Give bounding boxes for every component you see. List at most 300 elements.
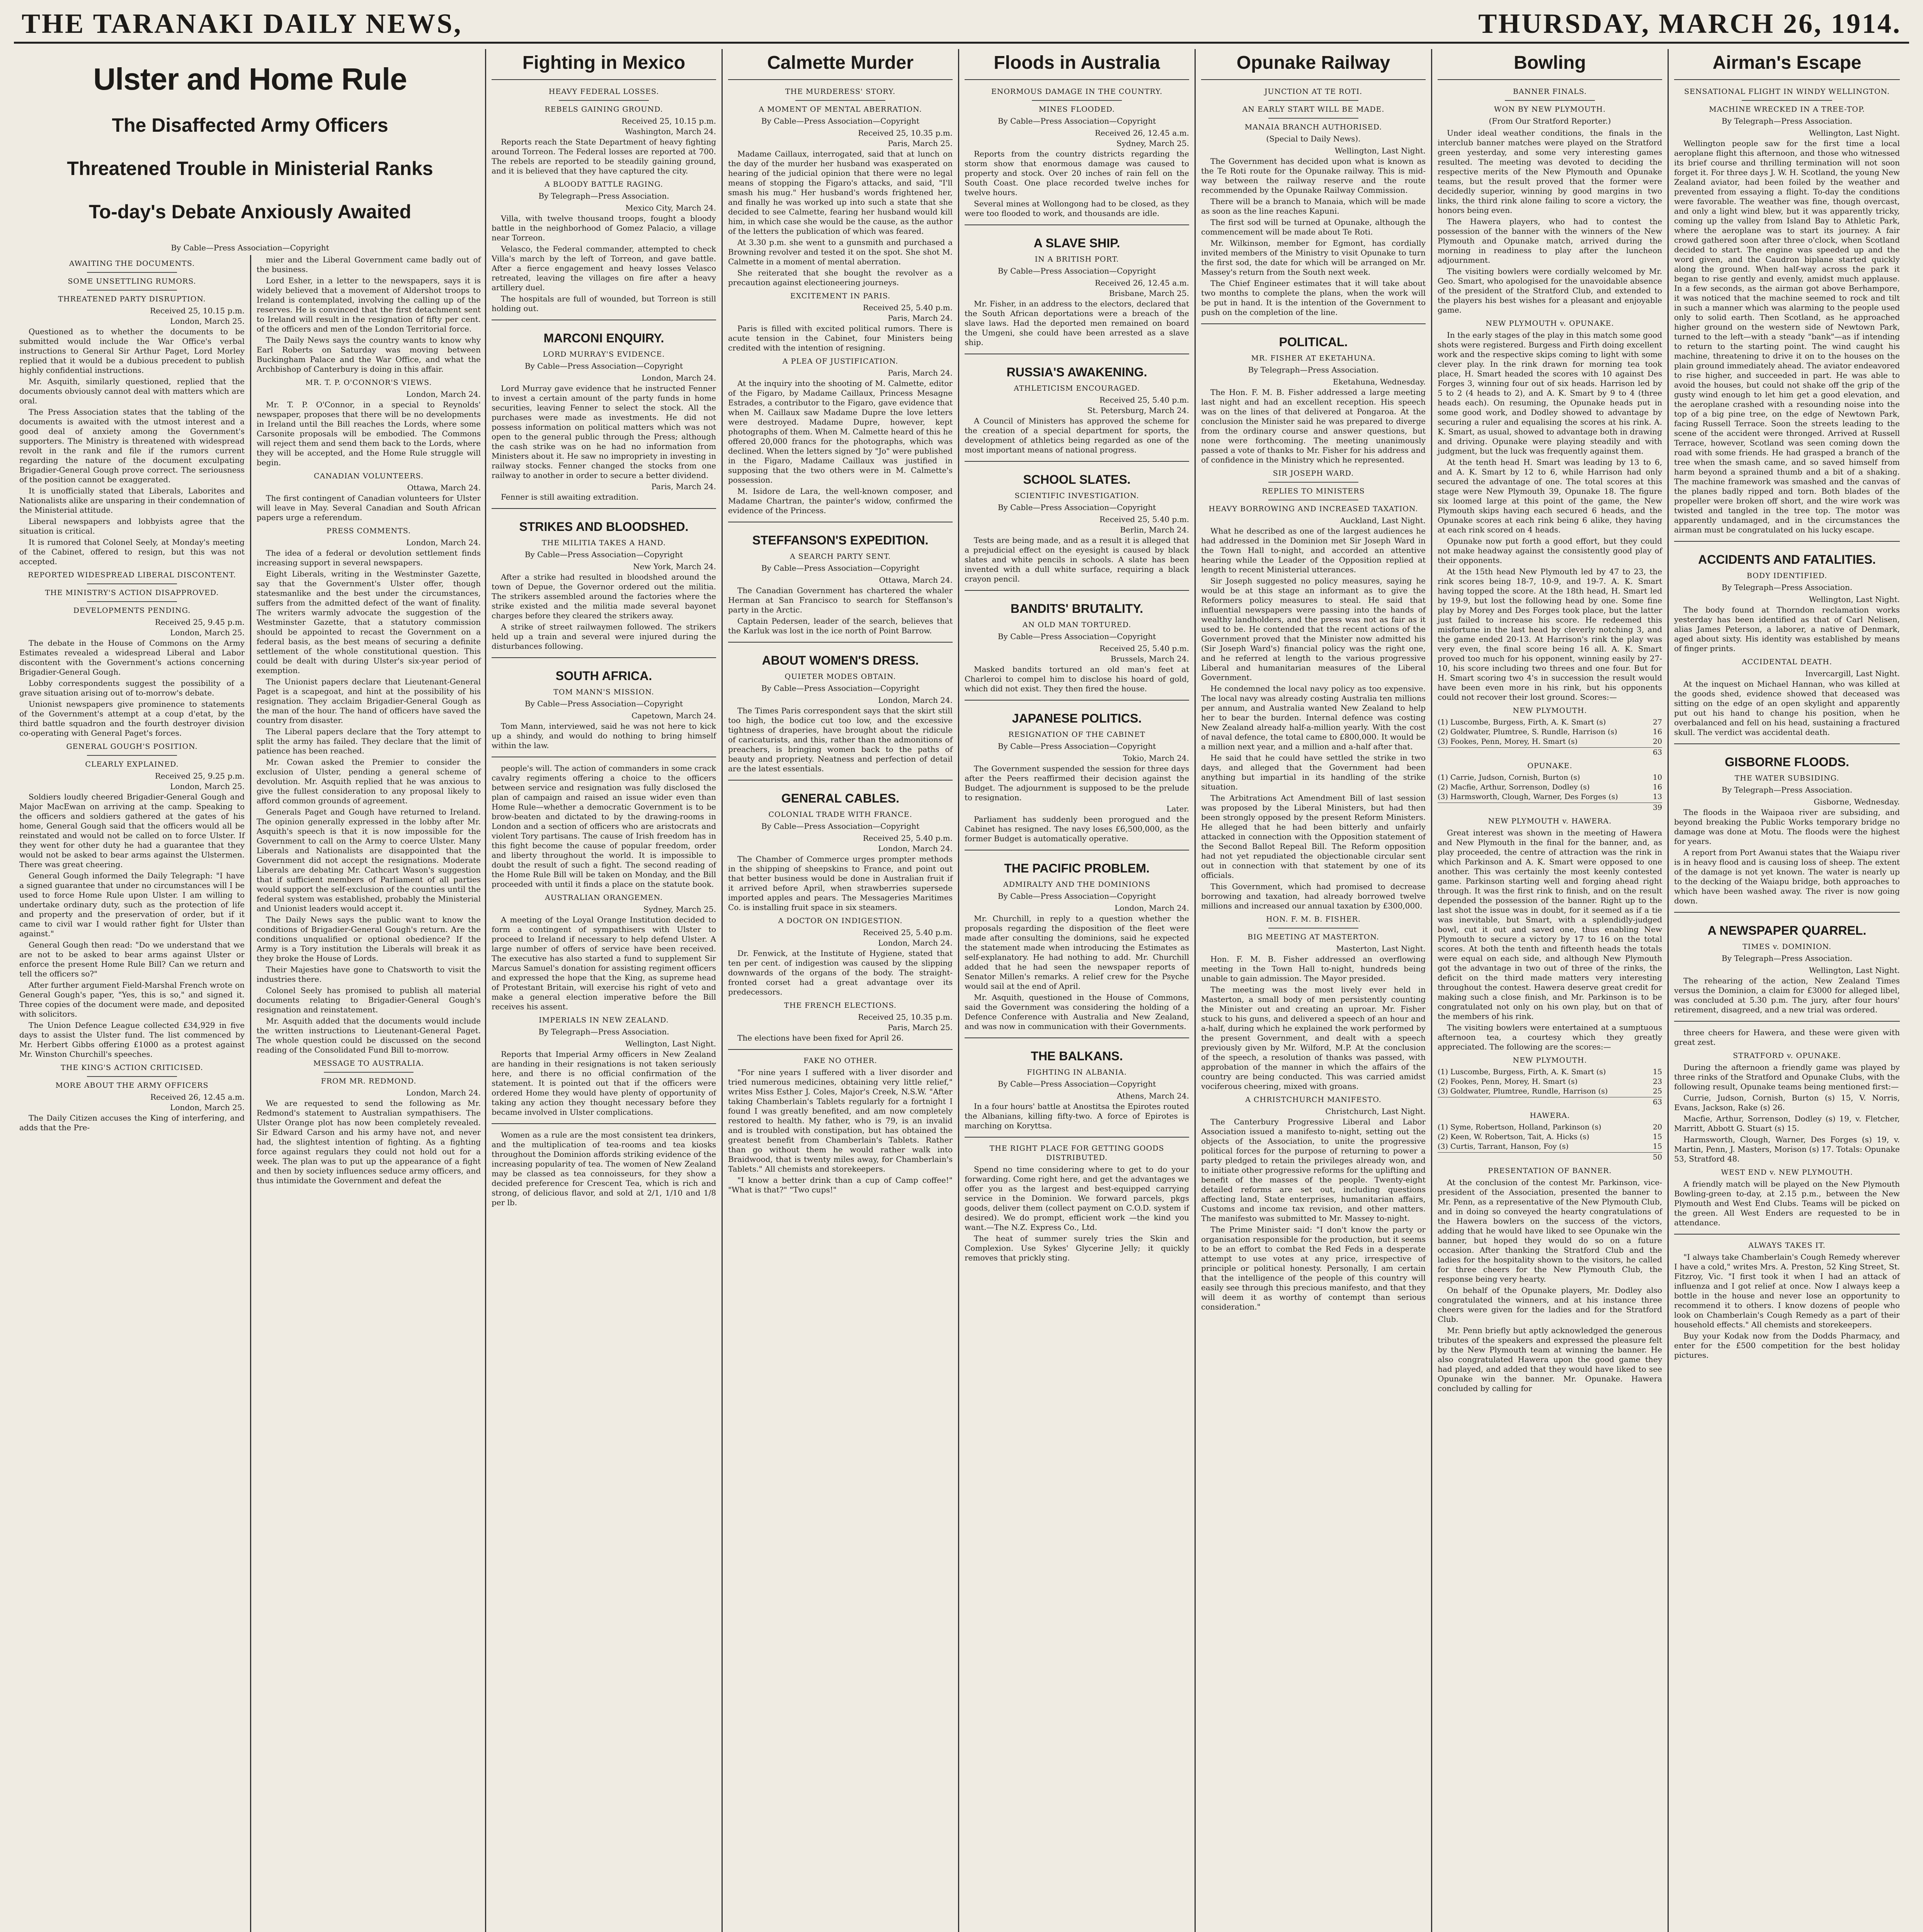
paragraph: Mr. Asquith, similarly questioned, replied that the documents obviously cannot deal with matters which are oral. — [19, 377, 245, 405]
ulster-deck-1: The Disaffected Army Officers — [112, 114, 388, 136]
paragraph: The Union Defence League collected £34,929 in five days to assist the Ulster fund. The list commenced by Mr. Herbert Gibbs offering £1000 as a protest against Mr. Winston Churchill's speeches. — [19, 1020, 245, 1059]
paragraph: A Council of Ministers has approved the scheme for the creation of a special department for sports, the development of athletics being regarded as one of the most important means of national progress. — [965, 416, 1189, 454]
credit-line: By Cable—Press Association—Copyright — [524, 699, 683, 708]
advertisement: The heat of summer surely tries the Skin and Complexion. Use Sykes' Glycerine Jelly; it quickly removes that prickly sting. — [965, 1234, 1189, 1262]
divider — [965, 590, 1189, 591]
paragraph: The Government suspended the session for three days after the Peers reaffirmed their decision against the Budget. The adjournment is supposed to be the prelude to resignation. — [965, 764, 1189, 802]
rink-score: 16 — [1652, 783, 1662, 791]
paragraph: She reiterated that she bought the revolver as a precaution against electioneering journeys. — [728, 268, 953, 287]
score-table — [1438, 1067, 1662, 1107]
paragraph: Unionist newspapers give prominence to statements of the Government's attempt at a coup d'etat, by the third battle squadron and the fourth destroyer division co-operating with General Paget's forces. — [19, 699, 245, 738]
paragraph: Tom Mann, interviewed, said he was not here to kick up a shindy, and would do nothing to bring himself within the law. — [492, 721, 716, 750]
divider — [1674, 541, 1900, 542]
ulster-right-column — [250, 255, 486, 1932]
paragraph: Lord Murray gave evidence that he instructed Fenner to invest a certain amount of the party funds in home securities, leaving Fenner to select the stock. All the purchases were made as investments. He did not possess information on political matters which was not open to the general public through the Press; although the cash strike was on he had no information from Ministers about it. He saw no impropriety in investing in railway stocks. Fenner changed the stocks from one railway to another in order to secure a better dividend. — [492, 384, 716, 480]
subhead: THE WATER SUBSIDING. — [1734, 774, 1840, 782]
subhead: HON. F. M. B. FISHER. — [1266, 915, 1361, 923]
subhead: AUSTRALIAN ORANGEMEN. — [545, 893, 663, 902]
rink-players: (2) Macfie, Arthur, Sorrenson, Dodley (s) — [1438, 783, 1590, 791]
subhead: BODY IDENTIFIED. — [1746, 571, 1828, 580]
dateline: Brussels, March 24. — [1110, 654, 1189, 663]
dateline: London, March 24. — [406, 1088, 481, 1097]
paragraph: The visiting bowlers were entertained at a sumptuous afternoon tea, a courtesy which they greatly appreciated. The following are the scores:— — [1438, 1023, 1662, 1051]
paragraph: Soldiers loudly cheered Brigadier-General Gough and Major MacEwan on arriving at the camp. Speaking to the officers and soldiers gathered at the gates of his home, General Gough said that the officers would all be reinstated and would not be called on to force Ulster. If they went for other duty he had a guarantee that they would not be asked to bear arms against the Ulstermen. There was great cheering. — [19, 792, 245, 869]
divider — [1674, 1021, 1900, 1022]
advertisement: "For nine years I suffered with a liver disorder and tried numerous medicines, obtaining very little relief," writes Miss Esther J. Coles, Major's Creek, N.S.W. "After taking Chamberlain's Tablets regularly for a fortnight I found I was greatly benefited, and am now completely restored to health. My father, who is 79, is an invalid and is troubled with constipation, but has obtained the greatest benefit from Chamberlain's Tablets. Rather than go without them he would rather walk into Braidwood, that is twenty miles away, for Chamberlain's Tablets." All chemists and storekeepers. — [728, 1068, 953, 1173]
subhead: A SEARCH PARTY SENT. — [790, 552, 891, 561]
score-total-value: 63 — [1652, 1098, 1662, 1106]
paragraph: Masked bandits tortured an old man's feet at Charleroi to compel him to disclose his hoard of gold, which did not exist. They then fired the house. — [965, 665, 1189, 693]
rink-score: 15 — [1652, 1142, 1662, 1151]
dateline: London, March 25. — [170, 1103, 245, 1112]
section-headline: ABOUT WOMEN'S DRESS. — [762, 653, 919, 667]
section-headline: STEFFANSON'S EXPEDITION. — [752, 533, 929, 547]
paragraph: Parliament has suddenly been prorogued and the Cabinet has resigned. The navy loses £6,500,000, as the former Budget is automatically operative. — [965, 815, 1189, 843]
ulster-credit: By Cable—Press Association—Copyright — [171, 243, 329, 252]
credit-line: By Cable—Press Association—Copyright — [997, 116, 1156, 126]
score-row — [1438, 737, 1662, 747]
dateline: Later. — [1166, 804, 1189, 813]
dateline: Received 25, 5.40 p.m. — [1099, 644, 1189, 653]
team-heading: NEW PLYMOUTH. — [1513, 1056, 1587, 1065]
dateline: Received 25, 5.40 p.m. — [1099, 395, 1189, 405]
dateline: London, March 24. — [878, 844, 953, 853]
subhead: FROM MR. REDMOND. — [321, 1077, 417, 1085]
subhead: SOME UNSETTLING RUMORS. — [68, 277, 196, 286]
dateline: St. Petersburg, March 24. — [1087, 406, 1189, 415]
score-table — [1438, 773, 1662, 813]
paragraph: He said that he could have settled the strike in two days, and alleged that the Government had been anything but impartial in its handling of the strike situation. — [1201, 753, 1426, 791]
paragraph: At the conclusion of the contest Mr. Parkinson, vice-president of the Association, presented the banner to Mr. Penn, as a representative of the New Plymouth Club, and in doing so conveyed the hearty congratulations of the Hawera bowlers on the success of the victors, adding that he would have liked to see Opunake win the banner, but hoped they would do so on a future occasion. After thanking the Stratford Club and the ladies for the hospitality shown to the visitors, he called for three cheers for the New Plymouth Club, the response being very hearty. — [1438, 1178, 1662, 1284]
paragraph: In a four hours' battle at Anostitsa the Epirotes routed the Albanians, killing fifty-two. A force of Epirotes is marching on Koryttsa. — [965, 1102, 1189, 1130]
score-total-value: 63 — [1652, 748, 1662, 757]
dateline: Received 25, 5.40 p.m. — [863, 833, 953, 843]
credit-line: By Telegraph—Press Association. — [538, 191, 669, 201]
team-heading: HAWERA. — [1530, 1111, 1570, 1120]
subhead: AN EARLY START WILL BE MADE. — [1242, 105, 1385, 114]
paragraph: The Daily News says the public want to know the conditions of Brigadier-General Gough's return. Are the conditions unqualified or optional obedience? If the Army is a Tory institution the Liberals will break it as they broke the House of Lords. — [257, 915, 481, 963]
dateline: Ottawa, March 24. — [407, 483, 481, 492]
score-total-value: 50 — [1652, 1153, 1662, 1162]
credit-line: By Telegraph—Press Association. — [1721, 954, 1853, 963]
dateline: Received 25, 10.35 p.m. — [858, 1012, 953, 1022]
divider — [795, 100, 885, 101]
paragraph: Reports from the country districts regarding the storm show that enormous damage was caused to property and stock. Over 20 inches of rain fell on the South Coast. One place recorded twelve inches for twelve hours. — [965, 149, 1189, 197]
divider — [324, 1072, 414, 1073]
rink-score: 20 — [1652, 1123, 1662, 1131]
divider — [87, 272, 177, 273]
column-ulster — [14, 49, 486, 1932]
paragraph: General Gough informed the Daily Telegraph: "I have a signed guarantee that under no circumstances will I be used to force Home Rule upon Ulster. I am willing to undertake ordinary duty, such as the protection of life and property and the preservation of order, but if it came to civil war I would rather fight for Ulster than against." — [19, 871, 245, 938]
paragraph: General Gough then read: "Do we understand that we are not to be asked to bear arms against Ulster or enforce the present Home Rule Bill? Can we return and tell the officers so?" — [19, 940, 245, 978]
section-headline: BANDITS' BRUTALITY. — [1011, 602, 1143, 616]
paragraph: The floods in the Waipaoa river are subsiding, and beyond breaking the Public Works temporary bridge no damage was done at Motu. The floods were the highest for years. — [1674, 808, 1900, 846]
section-headline: THE PACIFIC PROBLEM. — [1004, 861, 1150, 875]
score-row — [1438, 792, 1662, 802]
divider — [1268, 482, 1358, 483]
credit-line: By Cable—Press Association—Copyright — [761, 684, 920, 693]
subhead: BIG MEETING AT MASTERTON. — [1247, 933, 1379, 941]
paragraph: Mr. Fisher, in an address to the electors, declared that the South African deportations were a breach of the slave laws. Had the deported men remained on board the Umgeni, she could have been arrested as a slave ship. — [965, 299, 1189, 347]
column-mexico — [486, 49, 723, 1932]
paragraph: He condemned the local navy policy as too expensive. The local navy was already costing Australia ten millions per annum, and Australia wanted New Zealand to help her to bear the burden. Internal defence was costing New Zealand already half-a-million yearly. With the cost of naval defence, the total came to £800,000. It would be a million next year, and a million and a-half after that. — [1201, 684, 1426, 751]
dateline: Washington, March 24. — [625, 127, 716, 136]
paragraph: M. Isidore de Lara, the well-known composer, and Madame Chartran, the painter's widow, confirmed the evidence of the Princess. — [728, 486, 953, 515]
divider — [87, 1076, 177, 1077]
credit-line: (Special to Daily News). — [1266, 134, 1361, 143]
subhead: FAKE NO OTHER. — [803, 1056, 877, 1065]
dateline: London, March 24. — [406, 538, 481, 547]
divider — [87, 583, 177, 584]
divider — [1268, 100, 1358, 101]
paragraph: There will be a branch to Manaia, which will be made as soon as the line reaches Kapuni. — [1201, 197, 1426, 216]
dateline: Received 26, 12.45 a.m. — [150, 1092, 245, 1102]
paragraph: Wellington people saw for the first time a local aeroplane flight this afternoon, and those who witnessed its brief course and thrilling termination will not soon forget it. For three days J. W. H. Scotland, the young New Zealand aviator, had been foiled by the weather and prevented from essaying a flight. To-day the conditions were favorable. The weather was fine, though overcast, and only a light wind blew, but it was apparently tricky, coming up the valley from Island Bay to Athletic Park, where the aeroplane was to start its journey. A fair crowd gathered soon after three o'clock, when Scotland decided to start. The engine was speeded up and the word given, and the Caudron biplane started quickly along the ground. When half-way across the park it began to rise gently and evenly, amidst much applause. In a few seconds, as the airman got above Berhampore, it was noticed that the machine seemed to rock and tilt in such a manner which was alarming to the people used only to solid earth. Then Scotland, as he approached higher ground on the western side of Newtown Park, turned to the left—with a steady "bank"—as if intending to return to the starting point. The wind caught his machine, threatening to drive it on to the houses on the plain ground immediately ahead. The aviator endeavored to rise higher, and succeeded in part. He was able to avoid the houses, but could not shake off the grip of the gusty wind enough to let him get a good elevation, and the aeroplane crashed with a resounding noise into the top of a big pine tree, on the edge of Newtown Park, facing Russell Terrace. Soon the streets leading to the scene of the accident were thronged. Arrived at Russell Terrace, however, Scotland was seen coming down the road with some friends. He had grasped a branch of the tree when the smash came, and so saved himself from harm beyond a sprained thumb and a bit of a shaking. The machine framework was smashed and the canvas of the planes badly ripped and torn. Both blades of the propeller were broken off short, and the wire work was twisted and tangled in the tree top. The motor was apparently undamaged, and in the circumstances the airman must be congratulated on his lucky escape. — [1674, 139, 1900, 534]
rink-players: (1) Luscombe, Burgess, Firth, A. K. Smart (s) — [1438, 718, 1606, 726]
subhead: SENSATIONAL FLIGHT IN WINDY WELLINGTON. — [1684, 87, 1890, 96]
paragraph: Currie, Judson, Cornish, Burton (s) 15, V. Norris, Evans, Jackson, Rake (s) 26. — [1674, 1093, 1900, 1112]
paragraph: A meeting of the Loyal Orange Institution decided to form a contingent of sympathisers with Ulster to proceed to Ireland if necessary to help defend Ulster. A large number of offers of service have been received. The executive has also started a fund to supplement Sir Marcus Samuel's donation for assisting regiment officers and expressed the hope that the King, as supreme head of Protestant Britain, will exercise his right of veto and make a general election imperative before the Bill receives his assent. — [492, 915, 716, 1011]
subhead: FIGHTING IN ALBANIA. — [1027, 1068, 1127, 1077]
dateline: London, March 24. — [642, 373, 716, 383]
paragraph: Colonel Seely has promised to publish all material documents relating to Brigadier-General Gough's resignation and reinstatement. — [257, 986, 481, 1014]
divider — [87, 601, 177, 602]
score-total — [1438, 1152, 1662, 1162]
credit-line: By Cable—Press Association—Copyright — [761, 821, 920, 831]
column-headline: Opunake Railway — [1201, 52, 1426, 80]
column-headline: Bowling — [1438, 52, 1662, 80]
credit-line: By Cable—Press Association—Copyright — [997, 266, 1156, 276]
dateline: Christchurch, Last Night. — [1325, 1107, 1426, 1116]
dateline: Paris, March 25. — [888, 1023, 953, 1032]
dateline: Received 26, 12.45 a.m. — [1094, 128, 1189, 138]
dateline: Capetown, March 24. — [631, 711, 716, 720]
paragraph: Tests are being made, and as a result it is alleged that a prejudicial effect on the eyesight is caused by black slates and white pencils in schools. A slate has been invented with a dull white surface, requiring a black crayon pencil. — [965, 536, 1189, 583]
subhead: A CHRISTCHURCH MANIFESTO. — [1245, 1095, 1382, 1104]
dateline: Paris, March 24. — [888, 313, 953, 323]
paragraph: The hospitals are full of wounded, but Torreon is still holding out. — [492, 294, 716, 313]
divider — [559, 100, 648, 101]
dateline: Paris, March 24. — [888, 368, 953, 378]
section-headline: SOUTH AFRICA. — [555, 669, 652, 683]
advertisement: Women as a rule are the most consistent tea drinkers, and the multiplication of tea-rooms and tea kiosks throughout the Dominion affords striking evidence of the increasing popularity of tea. The women of New Zealand may be classed as tea connoisseurs, for they show a decided preference for Crescent Tea, which is rich and strong, of delicious flavor, and sold at 2/1, 1/10 and 1/8 per lb. — [492, 1130, 716, 1207]
subhead: GENERAL GOUGH'S POSITION. — [66, 742, 198, 751]
divider — [87, 290, 177, 291]
credit-line: By Cable—Press Association—Copyright — [524, 550, 683, 559]
subhead: THE RIGHT PLACE FOR GETTING GOODS DISTRIBUTED. — [989, 1144, 1164, 1162]
section-headline: MARCONI ENQUIRY. — [543, 331, 664, 345]
subhead: MESSAGE TO AUSTRALIA. — [313, 1059, 424, 1068]
paragraph: The elections have been fixed for April 26. — [737, 1033, 904, 1043]
divider — [728, 1049, 953, 1050]
subhead: A DOCTOR ON INDIGESTION. — [778, 917, 903, 925]
paragraph: Macfie, Arthur, Sorrenson, Dodley (s) 19, v. Fletcher, Marritt, Abbott G. Stuart (s) 15. — [1674, 1114, 1900, 1133]
rink-players: (1) Syme, Robertson, Holland, Parkinson (s) — [1438, 1123, 1601, 1131]
subhead: ALWAYS TAKES IT. — [1748, 1241, 1826, 1250]
subhead: MR. FISHER AT EKETAHUNA. — [1251, 354, 1376, 362]
paragraph: people's will. The action of commanders in some crack cavalry regiments offering a choice to the officers between service and resignation was fully disclosed the plan of campaign and raised an issue wider even than Home Rule—whether a democratic Government is to be brow-beaten and dictated to by the drawing-rooms in London and a section of officers who are aristocrats and violent Tory partisans. The cause of Irish freedom has in this fight become the cause of popular freedom, order and liberty throughout the world. It is impossible to doubt the result of such a fight. The second reading of the Home Rule Bill will be taken on Monday, and the Bill proceeded with until it finds a place on the statute book. — [492, 764, 716, 889]
score-row — [1438, 1132, 1662, 1142]
section-headline: GISBORNE FLOODS. — [1725, 755, 1849, 769]
paragraph: This Government, which had promised to decrease borrowing and taxation, had already borrowed twelve millions and increased our annual taxation by £300,000. — [1201, 882, 1426, 910]
credit-line: By Cable—Press Association—Copyright — [997, 1079, 1156, 1088]
score-row — [1438, 1077, 1662, 1087]
paragraph: Captain Pedersen, leader of the search, believes that the Karluk was lost in the ice north of Point Barrow. — [728, 616, 953, 635]
section-headline: STRIKES AND BLOODSHED. — [519, 520, 689, 534]
credit-line: By Cable—Press Association—Copyright — [524, 361, 683, 371]
dateline: Sydney, March 25. — [1116, 139, 1189, 148]
paragraph: Mr. T. P. O'Connor, in a special to Reynolds' newspaper, proposes that there will be no developments in Ireland until the Bill reaches the Lords, where some Carsonite proposals will be embodied. The Commons will reject them and send them back to the Lords, where they will be accepted, and the Home Rule struggle will begin. — [257, 400, 481, 467]
dateline: Ottawa, March 24. — [879, 575, 953, 585]
ulster-headline: Ulster and Home Rule — [93, 62, 407, 96]
paragraph: The Liberal papers declare that the Tory attempt to split the army has failed. They declare that the limit of patience has been reached. — [257, 727, 481, 755]
subhead: COLONIAL TRADE WITH FRANCE. — [768, 810, 912, 819]
paragraph: A report from Port Awanui states that the Waiapu river is in heavy flood and is causing loss of sheep. The extent of the damage is not yet known. The water is nearly up to the decking of the Waiapu bridge, both approaches to which have been washed away. The river is now going down. — [1674, 848, 1900, 905]
column-headline: Fighting in Mexico — [492, 52, 716, 80]
paragraph: The Chief Engineer estimates that it will take about two months to complete the plans, when the work will be put in hand. It is the intention of the Government to push on the completion of the line. — [1201, 279, 1426, 317]
dateline: Received 25, 9.25 p.m. — [155, 771, 245, 781]
rink-score: 27 — [1652, 718, 1662, 726]
subhead: HEAVY FEDERAL LOSSES. — [548, 87, 659, 96]
credit-line: By Cable—Press Association—Copyright — [761, 116, 920, 126]
subhead: SIR JOSEPH WARD. — [1273, 469, 1354, 478]
paragraph: Liberal newspapers and lobbyists agree that the situation is critical. — [19, 517, 245, 536]
paragraph: Madame Caillaux, interrogated, said that at lunch on the day of the murder her husband was exasperated on hearing of the judicial opinion that there were no legal means of stopping the Figaro's attacks, and said, "I'll smash his mug." Her husband's words frightened her, and finally he was worked up into such a state that she decided to see Calmette, fearing her husband would kill him, in which case she would be the cause, as the author of the letters the publication of which was feared. — [728, 149, 953, 236]
credit-line: By Telegraph—Press Association. — [1721, 583, 1853, 592]
paragraph: The Canadian Government has chartered the whaler Herman at San Francisco to search for Steffanson's party in the Arctic. — [728, 586, 953, 614]
paragraph: Mr. Cowan asked the Premier to consider the exclusion of Ulster, pending a general scheme of devolution. Mr. Asquith replied that he was anxious to give the fullest consideration to any proposal likely to afford common grounds of agreement. — [257, 757, 481, 805]
rink-score: 13 — [1652, 793, 1662, 801]
dateline: Received 25, 10.15 p.m. — [150, 306, 245, 315]
dateline: Masterton, Last Night. — [1336, 944, 1426, 953]
divider — [728, 780, 953, 781]
subhead: RESIGNATION OF THE CABINET — [1008, 730, 1145, 739]
subhead: CLEARLY EXPLAINED. — [85, 760, 179, 769]
subhead: AN OLD MAN TORTURED. — [1022, 621, 1132, 629]
credit-line: By Telegraph—Press Association. — [1721, 116, 1853, 126]
credit-line: By Cable—Press Association—Copyright — [997, 632, 1156, 641]
paragraph: What he described as one of the largest audiences he had addressed in the Dominion met Sir Joseph Ward in the Town Hall to-night, and accorded an attentive hearing while the Leader of the Opposition replied at length to recent Ministerial utterances. — [1201, 526, 1426, 574]
rink-score: 15 — [1652, 1133, 1662, 1141]
subhead: IMPERIALS IN NEW ZEALAND. — [539, 1016, 669, 1024]
dateline: London, March 24. — [878, 696, 953, 705]
credit-line: By Telegraph—Press Association. — [1721, 785, 1853, 794]
advertisement: "I know a better drink than a cup of Camp coffee!" "What is that?" "Two cups!" — [728, 1175, 953, 1194]
subhead: IN A BRITISH PORT. — [1035, 255, 1119, 264]
paragraph: At 3.30 p.m. she went to a gunsmith and purchased a Browning revolver and tested it on the spot. She shot M. Calmette in a moment of mental aberration. — [728, 238, 953, 266]
dateline: Received 25, 5.40 p.m. — [1099, 515, 1189, 524]
credit-line: By Cable—Press Association—Copyright — [997, 891, 1156, 901]
paragraph: Mr. Churchill, in reply to a question whether the proposals regarding the disposition of the fleet were made after consulting the dominions, said he expected the statement made when introducing the Estimates as self-explanatory. He had nothing to add. Mr. Churchill added that he had seen the newspaper reports of Senator Millen's remarks. A relief crew for the Psyche would sail at the end of April. — [965, 914, 1189, 991]
paragraph: After a strike had resulted in bloodshed around the town of Depue, the Governor ordered out the militia. The strikers assembled around the factories where the strike existed and the militia made several bayonet charges before they cleared the strikers away. — [492, 572, 716, 620]
paragraph: We are requested to send the following as Mr. Redmond's statement to Australian sympathisers. The Ulster Orange plot has now been completely revealed. Sir Edward Carson and his army have not, and never had, the slightest intention of fighting. As a fighting force against regulars they could not hold out for a week. The plan was to put up the appearance of a fight and then by society influences seduce army officers, and thus intimidate the Government and defeat the — [257, 1099, 481, 1185]
rink-score: 23 — [1652, 1077, 1662, 1086]
section-headline: A NEWSPAPER QUARREL. — [1707, 923, 1867, 937]
paragraph: The idea of a federal or devolution settlement finds increasing support in several newspapers. — [257, 548, 481, 567]
dateline: Paris, March 24. — [651, 482, 716, 491]
rink-score: 10 — [1652, 773, 1662, 782]
dateline: Received 25, 5.40 p.m. — [863, 303, 953, 312]
paragraph: A friendly match will be played on the New Plymouth Bowling-green to-day, at 2.15 p.m., between the New Plymouth and West End Clubs. Teams will be picked on the green. All West Enders are requested to be in attendance. — [1674, 1179, 1900, 1227]
subhead: ACCIDENTAL DEATH. — [1741, 658, 1833, 666]
masthead — [14, 8, 1909, 44]
subhead: MACHINE WRECKED IN A TREE-TOP. — [1709, 105, 1865, 114]
dateline: Gisborne, Wednesday. — [1814, 797, 1900, 806]
divider — [87, 755, 177, 756]
rink-players: (1) Carrie, Judson, Cornish, Burton (s) — [1438, 773, 1580, 782]
subhead: ENORMOUS DAMAGE IN THE COUNTRY. — [991, 87, 1163, 96]
score-row — [1438, 1067, 1662, 1077]
paragraph: The Prime Minister said: "I don't know the party or organisation responsible for the production, but it seems to be an effort to combat the Red Feds in a desperate attempt to use votes at any price, irrespective of principle or political honesty. Personally, I am certain that the intelligence of the people of this country will easily see through this precious manifesto, and that they will deem it as worthy of contempt than serious consideration." — [1201, 1225, 1426, 1311]
subhead: REBELS GAINING GROUND. — [545, 105, 663, 114]
paragraph: Opunake now put forth a good effort, but they could not make headway against the consistently good play of their opponents. — [1438, 536, 1662, 565]
paragraph: On behalf of the Opunake players, Mr. Dodley also congratulated the winners, and at his instance three cheers were given for the ladies and for the Stratford Club. — [1438, 1286, 1662, 1324]
dateline: Auckland, Last Night. — [1340, 516, 1426, 525]
divider — [1742, 100, 1832, 101]
paragraph: Under ideal weather conditions, the finals in the interclub banner matches were played on the Stratford green yesterday, and some very interesting games resulted. The meeting was devoted to deciding the respective merits of the New Plymouth and Opunake teams, but the result proved that the former were decidedly superior, winning by good margins in two links, the third rink alone failing to score a victory, the honors being even. — [1438, 128, 1662, 215]
subhead: THE KING'S ACTION CRITICISED. — [61, 1063, 203, 1072]
subhead: QUIETER MODES OBTAIN. — [785, 672, 896, 681]
ulster-heading-block — [14, 49, 486, 255]
paragraph: Great interest was shown in the meeting of Hawera and New Plymouth in the final for the banner, and, as play proceeded, the centre of attraction was the rink in which Parkinson and A. K. Smart were opposed to one another. This was certainly the most keenly contested game. Parkinson starting well and forging ahead right through. It was the first rink to finish, and on the result depended the possession of the banner. Right up to the last shot the issue was in doubt, for it seemed as if a tie was inevitable, but Smart, with a splendidly-judged bowl, cut it out and saved one, thus enabling New Plymouth to secure a victory by 17 to 16 on the total scores. At both the tenth and fifteenth heads the totals were equal on each side, and although New Plymouth got the advantage in two out of three of the rinks, the deficit on the third made matters very interesting throughout the contest. Hawera deserve great credit for making such a close finish, and Mr. Parkinson is to be congratulated not only on his own play, but on that of the members of his rink. — [1438, 828, 1662, 1021]
subhead: THE MURDERESS' STORY. — [785, 87, 896, 96]
paragraph: The visiting bowlers were cordially welcomed by Mr. Geo. Smart, who apologised for the unavoidable absence of the president of the Stratford Club, and extended to the players his best wishes for a pleasant and enjoyable game. — [1438, 267, 1662, 315]
rink-players: (2) Fookes, Penn, Morey, H. Smart (s) — [1438, 1077, 1578, 1086]
ulster-left-column — [14, 255, 250, 1932]
subhead: THREATENED PARTY DISRUPTION. — [58, 295, 206, 303]
section-headline: ACCIDENTS AND FATALITIES. — [1698, 553, 1876, 566]
subhead: SCIENTIFIC INVESTIGATION. — [1014, 492, 1139, 500]
paragraph: The Government has decided upon what is known as the Te Roti route for the Opunake railway. This is mid-way between the railway reserve and the route recommended by the Opunake Railway Commission. — [1201, 156, 1426, 195]
rink-players: (3) Curtis, Tarrant, Hanson, Foy (s) — [1438, 1142, 1569, 1151]
paragraph: At the inquest on Michael Hannan, who was killed at the goods shed, evidence showed that deceased was sitting on the edge of an open skylight and apparently put out his hand to change his position, when he overbalanced and fell on his head, sustaining a fractured skull. The verdict was accidental death. — [1674, 679, 1900, 737]
subhead: REPORTED WIDESPREAD LIBERAL DISCONTENT. — [28, 571, 236, 579]
divider — [728, 642, 953, 643]
score-row — [1438, 718, 1662, 727]
subhead: A BLOODY BATTLE RAGING. — [544, 180, 664, 189]
section-headline: POLITICAL. — [1279, 335, 1348, 349]
advertisement: "I always take Chamberlain's Cough Remedy wherever I have a cold," writes Mrs. A. Preston, 52 King Street, St. Fitzroy, Vic. "I first took it when I had an attack of influenza and I got relief at once. Now I always keep a bottle in the house and never lose an opportunity to recommend it to others. I know dozens of people who look on Chamberlain's Cough Remedy as a part of their household effects." All chemists and storekeepers. — [1674, 1252, 1900, 1329]
paragraph: Their Majesties have gone to Chatsworth to visit the industries there. — [257, 965, 481, 984]
score-row — [1438, 1122, 1662, 1132]
paragraph: Villa, with twelve thousand troops, fought a bloody battle in the neighborhood of Gomez Palacio, a village near Torreon. — [492, 214, 716, 242]
subhead: LORD MURRAY'S EVIDENCE. — [543, 350, 665, 359]
section-headline: GENERAL CABLES. — [781, 791, 900, 805]
divider — [965, 1037, 1189, 1038]
dateline: Received 25, 5.40 p.m. — [863, 928, 953, 937]
paragraph: Questioned as to whether the documents to be submitted would include the War Office's verbal instructions to General Sir Arthur Paget, Lord Morley replied that it would be a dubious precedent to publish highly confidential instructions. — [19, 327, 245, 375]
dateline: Paris, March 25. — [888, 139, 953, 148]
paragraph: Hon. F. M. B. Fisher addressed an overflowing meeting in the Town Hall to-night, hundreds being unable to gain admission. The Mayor presided. — [1201, 954, 1426, 983]
column-floods — [959, 49, 1196, 1932]
paragraph: At the inquiry into the shooting of M. Calmette, editor of the Figaro, by Madame Caillaux, Princess Mesagne Estrades, a contributor to the Figaro, gave evidence that when M. Caillaux saw Madame Dupre the love letters were destroyed. Madame Dupre, however, kept photographs of them. When M. Calmette heard of this he offered 20,000 francs for the photographs, which was declined. When the letters signed by "Jo" were published in the Figaro, Madame Caillaux was justified in supposing that the two others were in M. Calmette's possession. — [728, 379, 953, 485]
subhead: TOM MANN'S MISSION. — [553, 688, 654, 696]
subhead: PRESS COMMENTS. — [326, 527, 411, 535]
column-calmette — [723, 49, 959, 1932]
subhead: BANNER FINALS. — [1513, 87, 1587, 96]
credit-line: By Cable—Press Association—Copyright — [997, 742, 1156, 751]
team-heading: NEW PLYMOUTH. — [1513, 706, 1587, 715]
dateline: Mexico City, March 24. — [625, 203, 716, 213]
rink-players: (2) Keen, W. Robertson, Tait, A. Hicks (s) — [1438, 1133, 1589, 1141]
credit-line: By Telegraph—Press Association. — [1248, 365, 1379, 374]
paragraph: The Canterbury Progressive Liberal and Labor Association issued a manifesto to-night, setting out the objects of the Association, to unite the progressive political forces for the purpose of returning to power a party pledged to retain the privileges already won, and to initiate other progressive reforms for the uplifting and benefit of the masses of the people. Twenty-eight detailed reforms are set out, including questions affecting land, State enterprises, humanitarian affairs, Customs and income tax revision, and other matters. The manifesto was submitted to Mr. Massey to-night. — [1201, 1117, 1426, 1223]
paragraph: The rehearing of the action, New Zealand Times versus the Dominion, a claim for £3000 for alleged libel, was concluded at 5.30 p.m. The jury, after four hours' retirement, disagreed, and a new trial was ordered. — [1674, 976, 1900, 1014]
score-row — [1438, 782, 1662, 792]
subhead: WEST END v. NEW PLYMOUTH. — [1721, 1168, 1853, 1177]
subhead: STRATFORD v. OPUNAKE. — [1733, 1051, 1841, 1060]
divider — [1268, 928, 1358, 929]
section-headline: THE BALKANS. — [1031, 1049, 1123, 1063]
paragraph: After further argument Field-Marshal French wrote on General Gough's paper, "Yes, this is so," and signed it. Three copies of the document were made, and deposited with solicitors. — [19, 980, 245, 1019]
score-row — [1438, 1087, 1662, 1096]
rink-players: (1) Luscombe, Burgess, Firth, A. K. Smart (s) — [1438, 1068, 1606, 1076]
credit-line: By Telegraph—Press Association. — [538, 1027, 669, 1036]
divider — [1674, 743, 1900, 744]
subhead: TIMES v. DOMINION. — [1742, 942, 1832, 951]
score-row — [1438, 1142, 1662, 1151]
paragraph: The Daily News says the country wants to know why Earl Roberts on Saturday was moving between Buckingham Palace and the War Office, and what the Archbishop of Canterbury is doing in this affair. — [257, 335, 481, 374]
paragraph: The Times Paris correspondent says that the skirt still too high, the bodice cut too low, and the excessive tightness of draperies, have brought about the ridicule of caricaturists, and this, rather than the admonitions of preachers, is bringing women back to the paths of beauty and propriety. Neatness and perfection of detail are the latest essentials. — [728, 706, 953, 773]
rink-players: (3) Harmsworth, Clough, Warner, Des Forges (s) — [1438, 793, 1618, 801]
dateline: Wellington, Last Night. — [1809, 966, 1900, 975]
team-heading: OPUNAKE. — [1527, 762, 1572, 770]
rink-score: 15 — [1652, 1068, 1662, 1076]
divider — [965, 700, 1189, 701]
dateline: Berlin, March 24. — [1120, 525, 1189, 534]
ulster-deck-3: To-day's Debate Anxiously Awaited — [88, 201, 412, 223]
rink-score: 25 — [1652, 1087, 1662, 1095]
section-headline: RUSSIA'S AWAKENING. — [1006, 365, 1147, 379]
subhead: THE MINISTRY'S ACTION DISAPPROVED. — [45, 588, 219, 597]
dateline: Wellington, Last Night. — [1334, 146, 1426, 155]
subhead: ADMIRALTY AND THE DOMINIONS — [1003, 880, 1151, 889]
column-airman — [1669, 49, 1905, 1932]
paragraph: Lobby correspondents suggest the possibility of a grave situation arising out of to-morrow's debate. — [19, 679, 245, 697]
section-headline: SCHOOL SLATES. — [1023, 473, 1131, 486]
dateline: Wellington, Last Night. — [1809, 128, 1900, 138]
paragraph: Mr. Penn briefly but aptly acknowledged the generous tributes of the speakers and expressed the pleasure felt by the New Plymouth team at winning the banner. He also congratulated Hawera upon the good game they had played, and added that they would have liked to see Opunake win the banner. Mr. Opunake. Hawera concluded by calling for — [1438, 1326, 1662, 1393]
paragraph: At the tenth head H. Smart was leading by 13 to 6, and A. K. Smart by 12 to 6, while Harrison had only secured the advantage of one. The total scores at this stage were New Plymouth 39, Opunake 18. The figure six loomed large at this point of the game, the New Plymouth skips having each secured 6 heads, and the Opunake scores at each rink being 6 alike, they having at each rink scored on 4 heads. — [1438, 457, 1662, 534]
subhead: CANADIAN VOLUNTEERS. — [313, 472, 424, 480]
paragraph: Sir Joseph suggested no policy measures, saying he would be at this stage an informant as to give the Reformers policy measures to steal. He said that influential newspapers were passing into the hands of wealthy landholders, and the press was not as fair as it used to be. He contended that the recent actions of the Government proved that the Minister now admitted his (Sir Joseph Ward's) financial policy was the right one, and he referred at length to the various progressive Liberal and humanitarian measures of the Liberal Government. — [1201, 576, 1426, 682]
rink-score: 20 — [1652, 737, 1662, 746]
paragraph: Several mines at Wollongong had to be closed, as they were too flooded to work, and thousands are idle. — [965, 199, 1189, 218]
paragraph: Lord Esher, in a letter to the newspapers, says it is widely believed that a movement of Aldershot troops to Ireland is contemplated, involving the calling up of the reserves. He is convinced that the first detachment sent to Ireland will result in the resignation of fifty per cent. of the officers and men of the London Territorial force. — [257, 276, 481, 333]
score-total — [1438, 1097, 1662, 1107]
credit-line: (From Our Stratford Reporter.) — [1489, 116, 1611, 126]
rink-players: (3) Goldwater, Plumtree, Rundle, Harrison (s) — [1438, 1087, 1608, 1095]
dateline: London, March 24. — [1115, 903, 1189, 913]
paragraph: The debate in the House of Commons on the Army Estimates revealed a widespread Liberal and Labor discontent with the Government's actions concerning Brigadier-General Gough. — [19, 638, 245, 677]
divider — [965, 461, 1189, 462]
rink-players: (2) Goldwater, Plumtree, S. Rundle, Harrison (s) — [1438, 728, 1617, 736]
paragraph: Mr. Asquith, questioned in the House of Commons, said the Government was considering the holding of a Defence Conference with Australia and New Zealand, and was now in communication with their Governments. — [965, 993, 1189, 1031]
divider — [965, 224, 1189, 225]
subhead: A PLEA OF JUSTIFICATION. — [782, 357, 899, 366]
paragraph: The Arbitrations Act Amendment Bill of last session was proposed by the Liberal Ministers, but had then been strongly opposed by the present Reform Ministers. He alleged that he had been bitterly and unfairly attacked in connection with the Opposition statement of the Second Ballot Repeal Bill. The Reform opposition had not yet repudiated the objectionable circular sent out in connection with that statement by one of its officials. — [1201, 793, 1426, 880]
ulster-deck-2: Threatened Trouble in Ministerial Ranks — [67, 158, 433, 179]
column-headline: Calmette Murder — [728, 52, 953, 80]
paragraph: Reports reach the State Department of heavy fighting around Torreon. The Federal losses are reported at 700. The rebels are reported to be steadily gaining ground, and it is believed that they have captured the city. — [492, 137, 716, 175]
subhead: EXCITEMENT IN PARIS. — [790, 292, 891, 300]
paragraph: During the afternoon a friendly game was played by three rinks of the Stratford and Opunake Clubs, with the following result, Opunake teams being mentioned first:— — [1674, 1063, 1900, 1091]
divider — [492, 508, 716, 509]
paragraph: A strike of street railwaymen followed. The strikers held up a train and several were injured during the disturbances following. — [492, 622, 716, 651]
paragraph: It is rumored that Colonel Seely, at Monday's meeting of the Cabinet, offered to resign, but this was not accepted. — [19, 537, 245, 566]
rink-players: (3) Fookes, Penn, Morey, H. Smart (s) — [1438, 737, 1578, 746]
dateline: Received 26, 12.45 a.m. — [1094, 278, 1189, 287]
